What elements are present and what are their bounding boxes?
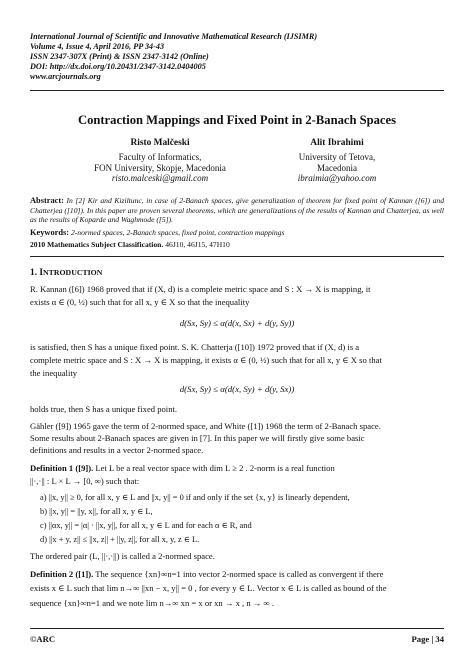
definition-line: ||·,·|| : L × L → [0, ∞) such that: [30, 476, 140, 486]
journal-name: International Journal of Scientific and Innovative Mathematical Research (IJSIMR) [30, 32, 318, 41]
author-affiliation: Faculty of Informatics, [118, 152, 202, 163]
definition-line: exists x ∈ L such that lim n→∞ ||xn − x, y|| = 0 , for every y ∈ L. Vector x ∈ L is called as bound of the [30, 583, 387, 593]
author-affiliation: Macedonia [317, 162, 357, 173]
journal-issn: ISSN 2347-307X (Print) & ISSN 2347-3142 (Online) [30, 52, 209, 61]
paper-title: Contraction Mappings and Fixed Point in 2-Banach Spaces [77, 113, 397, 127]
definition-item-a: a) ||x, y|| ≥ 0, for all x, y ∈ L and ||x, y|| = 0 if and only if the set {x, y} is linearly dependent, [40, 493, 350, 502]
section-heading [30, 268, 102, 278]
msc-codes: 46J10, 46J15, 47H10 [165, 240, 230, 249]
author-name: Risto Malčeski [130, 138, 190, 148]
paragraph-line: R. Kannan ([6]) 1968 proved that if (X, d) is a complete metric space and S : X → X is mapping, it [30, 284, 371, 294]
definition-item-b: b) ||x, y|| = ||y, x||, for all x, y ∈ L, [40, 507, 153, 516]
equation-kannan: d(Sx, Sy) ≤ α(d(x, Sx) + d(y, Sy)) [179, 318, 295, 328]
paragraph-line: Gähler ([9]) 1965 gave the term of 2-normed space, and White ([1]) 1968 the term of 2-Banach space. [30, 421, 381, 431]
author-block-1 [60, 138, 260, 184]
definition-1 [30, 463, 335, 473]
journal-website[interactable]: www.arcjournals.org [30, 72, 101, 81]
paragraph-line: exists α ∈ (0, ½) such that for all x, y ∈ X so that the inequality [30, 297, 250, 307]
keywords [30, 228, 444, 238]
paragraph-line: is satisfied, then S has a unique fixed point. S. K. Chatterja ([10]) 1972 proved that if (X, d) is a [30, 342, 360, 352]
author-block-2 [237, 138, 437, 184]
author-affiliation: FON University, Skopje, Macedonia [94, 162, 226, 173]
paragraph-line: Some results about 2-Banach spaces are given in [7]. In this paper we will firstly give some basic [30, 433, 365, 443]
msc-classification [30, 240, 444, 250]
keywords-label: Keywords: [30, 228, 70, 237]
paragraph-line: holds true, then S has a unique fixed point. [30, 404, 178, 414]
definition-line: sequence {xn}∞n=1 and we note lim n→∞ xn = x or xn → x , n → ∞ . [30, 598, 274, 608]
section-title-rest: NTRODUCTION [43, 268, 103, 277]
footer-page-number: Page | 34 [411, 634, 444, 644]
author-email[interactable]: ibraimia@yahoo.com [297, 173, 377, 184]
author-email[interactable]: risto.malceski@gmail.com [111, 173, 209, 184]
header-rule [30, 90, 444, 91]
paragraph-line: complete metric space and S : X → X is mapping, it exists α ∈ (0, ½) such that for all x, y ∈ X so that [30, 355, 382, 365]
equation-chatterjea: d(Sx, Sy) ≤ α(d(x, Sy) + d(y, Sx)) [179, 384, 295, 394]
footer-copyright: ©ARC [30, 634, 56, 644]
ordered-pair-sentence: The ordered pair (L, ||·,·||) is called a 2-normed space. [30, 551, 215, 561]
section-number: 1. [30, 268, 38, 278]
section-first-letter: I [39, 268, 44, 278]
journal-volume: Volume 4, Issue 4, April 2016, PP 34-43 [30, 42, 165, 51]
keywords-text: 2-normed spaces, 2-Banach spaces, fixed point, contraction mappings [70, 228, 285, 237]
abstract-rule [30, 256, 444, 257]
journal-doi[interactable]: DOI: http://dx.doi.org/10.20431/2347-3142.0404005 [30, 62, 206, 71]
abstract-label: Abstract: [30, 196, 64, 205]
paragraph-line: the inequality [30, 368, 78, 378]
author-affiliation: University of Tetova, [298, 152, 376, 163]
abstract-text: In [2] Kir and Kiziltunc, in case of 2-Banach spaces, give generalization of theorem for fixed point of Kannan ([6]) and Chatterjea ([10]). In this paper are proven several theorems, which are generalizations of the results of Kannan and Chatterjea, as well as the results of Koparde and Waghmode ([5]). [30, 196, 444, 225]
paragraph-line: definitions and results in a vector 2-normed space. [30, 445, 204, 455]
definition-text: The sequence {xn}∞n=1 into vector 2-normed space is called as convergent if there [95, 569, 384, 579]
definition-item-d: d) ||x + y, z|| ≤ ||x, z|| + ||y, z||, for all x, y, z ∈ L. [40, 535, 200, 544]
definition-item-c: c) ||αx, y|| = |α| · ||x, y||, for all x, y ∈ L and for each α ∈ R, and [40, 521, 252, 530]
definition-text: Let L be a real vector space with dim L ≥ 2 . 2-norm is a real function [95, 463, 335, 473]
definition-label: Definition 1 ([9]). [30, 463, 94, 473]
footer-rule [30, 628, 444, 629]
abstract [30, 196, 444, 225]
definition-label: Definition 2 ([1]). [30, 569, 94, 579]
definition-2 [30, 569, 383, 579]
msc-label: 2010 Mathematics Subject Classification. [30, 240, 164, 249]
author-name: Alit Ibrahimi [310, 138, 364, 148]
